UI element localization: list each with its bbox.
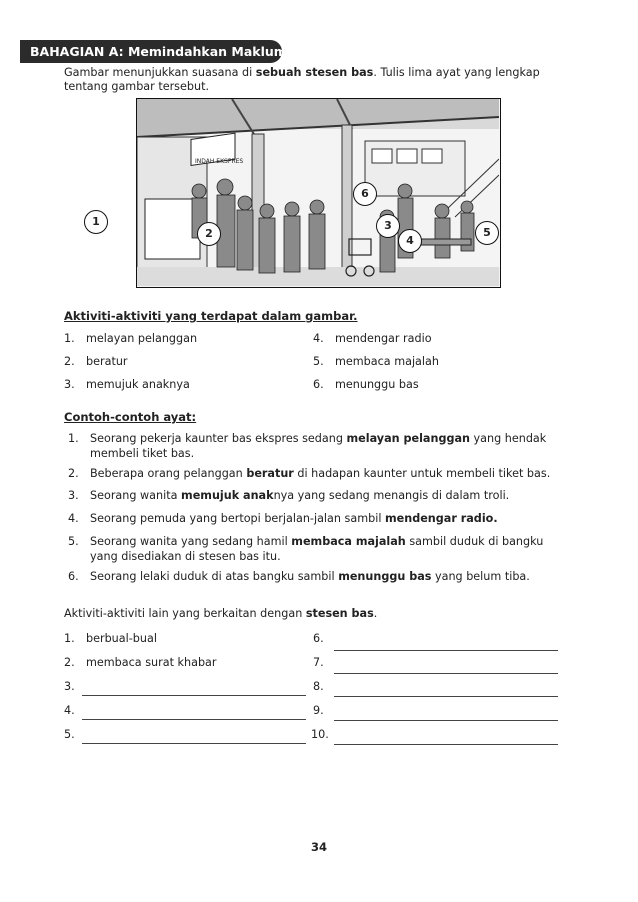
example-sentence (68, 535, 568, 564)
other-number: 9. (313, 704, 324, 717)
sentence-bold: mendengar radio. (385, 512, 498, 525)
answer-line[interactable] (82, 743, 306, 744)
other-item (64, 680, 86, 693)
marker-5: 5 (475, 221, 499, 245)
activities-title: Aktiviti-aktiviti yang terdapat dalam gambar. (64, 309, 358, 323)
sentence-bold: beratur (246, 467, 294, 480)
other-item (64, 704, 86, 717)
other-number: 5. (64, 728, 75, 741)
other-item (313, 656, 335, 669)
answer-line[interactable] (334, 673, 558, 674)
activity-text: menunggu bas (335, 378, 419, 391)
answer-line[interactable] (334, 744, 558, 745)
other-item (313, 632, 335, 645)
answer-line[interactable] (334, 720, 558, 721)
activity-item (64, 332, 197, 345)
other-text: berbual-bual (86, 632, 157, 645)
answer-line[interactable] (82, 695, 306, 696)
answer-line[interactable] (334, 650, 558, 651)
sentence-number: 5. (68, 535, 79, 548)
activity-item (64, 355, 128, 368)
activity-text: beratur (86, 355, 128, 368)
other-item (64, 728, 86, 741)
marker-1: 1 (84, 210, 108, 234)
activity-item (313, 378, 419, 391)
marker-2: 2 (197, 222, 221, 246)
marker-6: 6 (353, 182, 377, 206)
example-sentence (68, 432, 568, 461)
sentence-bold: melayan pelanggan (346, 432, 470, 445)
marker-3: 3 (376, 214, 400, 238)
intro-text-pre: Gambar menunjukkan suasana di (64, 66, 256, 79)
sentence-pre: Seorang lelaki duduk di atas bangku sambil (90, 570, 339, 583)
intro-text-bold: sebuah stesen bas (255, 66, 374, 79)
activity-number: 3. (64, 378, 75, 391)
other-number: 7. (313, 656, 324, 669)
other-number: 2. (64, 656, 75, 669)
activity-number: 4. (313, 332, 324, 345)
sentence-bold: membaca majalah (291, 535, 406, 548)
instructions (64, 66, 584, 94)
activity-item (313, 332, 432, 345)
examples-title: Contoh-contoh ayat: (64, 410, 197, 424)
other-number: 3. (64, 680, 75, 693)
sentence-pre: Seorang pekerja kaunter bas ekspres sedang (90, 432, 347, 445)
other-number: 4. (64, 704, 75, 717)
activity-item (64, 378, 190, 391)
other-item (311, 728, 333, 741)
other-intro-post: . (373, 607, 378, 620)
activity-number: 1. (64, 332, 75, 345)
sentence-pre: Seorang pemuda yang bertopi berjalan-jalan sambil (90, 512, 385, 525)
activity-number: 2. (64, 355, 75, 368)
activity-number: 5. (313, 355, 324, 368)
activity-item (313, 355, 439, 368)
other-activities-intro (64, 607, 377, 620)
sign-text: INDAH EKSPRES (195, 158, 244, 165)
other-item (313, 680, 335, 693)
answer-line[interactable] (82, 719, 306, 720)
marker-4: 4 (398, 229, 422, 253)
sentence-bold: menunggu bas (338, 570, 432, 583)
sentence-number: 3. (68, 489, 79, 502)
example-sentence (68, 489, 568, 504)
other-item (313, 704, 335, 717)
other-number: 1. (64, 632, 75, 645)
other-number: 6. (313, 632, 324, 645)
section-banner: BAHAGIAN A: Memindahkan Maklumat (20, 40, 282, 63)
example-sentence (68, 512, 568, 527)
sentence-post: sambil duduk di bangku yang disediakan di stesen bas itu. (90, 535, 544, 563)
page-number: 34 (310, 840, 327, 854)
bus-station-picture (136, 98, 501, 288)
other-text: membaca surat khabar (86, 656, 217, 669)
sentence-number: 6. (68, 570, 79, 583)
other-number: 10. (311, 728, 329, 741)
sentence-post: yang belum tiba. (431, 570, 530, 583)
bus-station-illustration (137, 99, 499, 286)
activity-number: 6. (313, 378, 324, 391)
other-intro-pre: Aktiviti-aktiviti lain yang berkaitan dengan (64, 607, 306, 620)
answer-line[interactable] (334, 696, 558, 697)
sentence-post: yang hendak membeli tiket bas. (90, 432, 547, 460)
example-sentence (68, 467, 568, 482)
example-sentence (68, 570, 568, 585)
sentence-post: nya yang sedang menangis di dalam troli. (273, 489, 510, 502)
activity-text: mendengar radio (335, 332, 432, 345)
sentence-number: 1. (68, 432, 79, 445)
activity-text: melayan pelanggan (86, 332, 198, 345)
other-intro-bold: stesen bas (305, 607, 374, 620)
sentence-pre: Seorang wanita (90, 489, 182, 502)
sentence-bold: memujuk anak (181, 489, 274, 502)
sentence-number: 4. (68, 512, 79, 525)
activity-text: memujuk anaknya (86, 378, 190, 391)
sentence-pre: Beberapa orang pelanggan (90, 467, 247, 480)
sentence-pre: Seorang wanita yang sedang hamil (90, 535, 292, 548)
other-item (64, 656, 217, 669)
intro-text-post: . Tulis lima ayat yang lengkap tentang gambar tersebut. (64, 66, 540, 93)
activity-text: membaca majalah (335, 355, 439, 368)
sentence-number: 2. (68, 467, 79, 480)
other-item (64, 632, 157, 645)
sentence-post: di hadapan kaunter untuk membeli tiket bas. (293, 467, 551, 480)
other-number: 8. (313, 680, 324, 693)
